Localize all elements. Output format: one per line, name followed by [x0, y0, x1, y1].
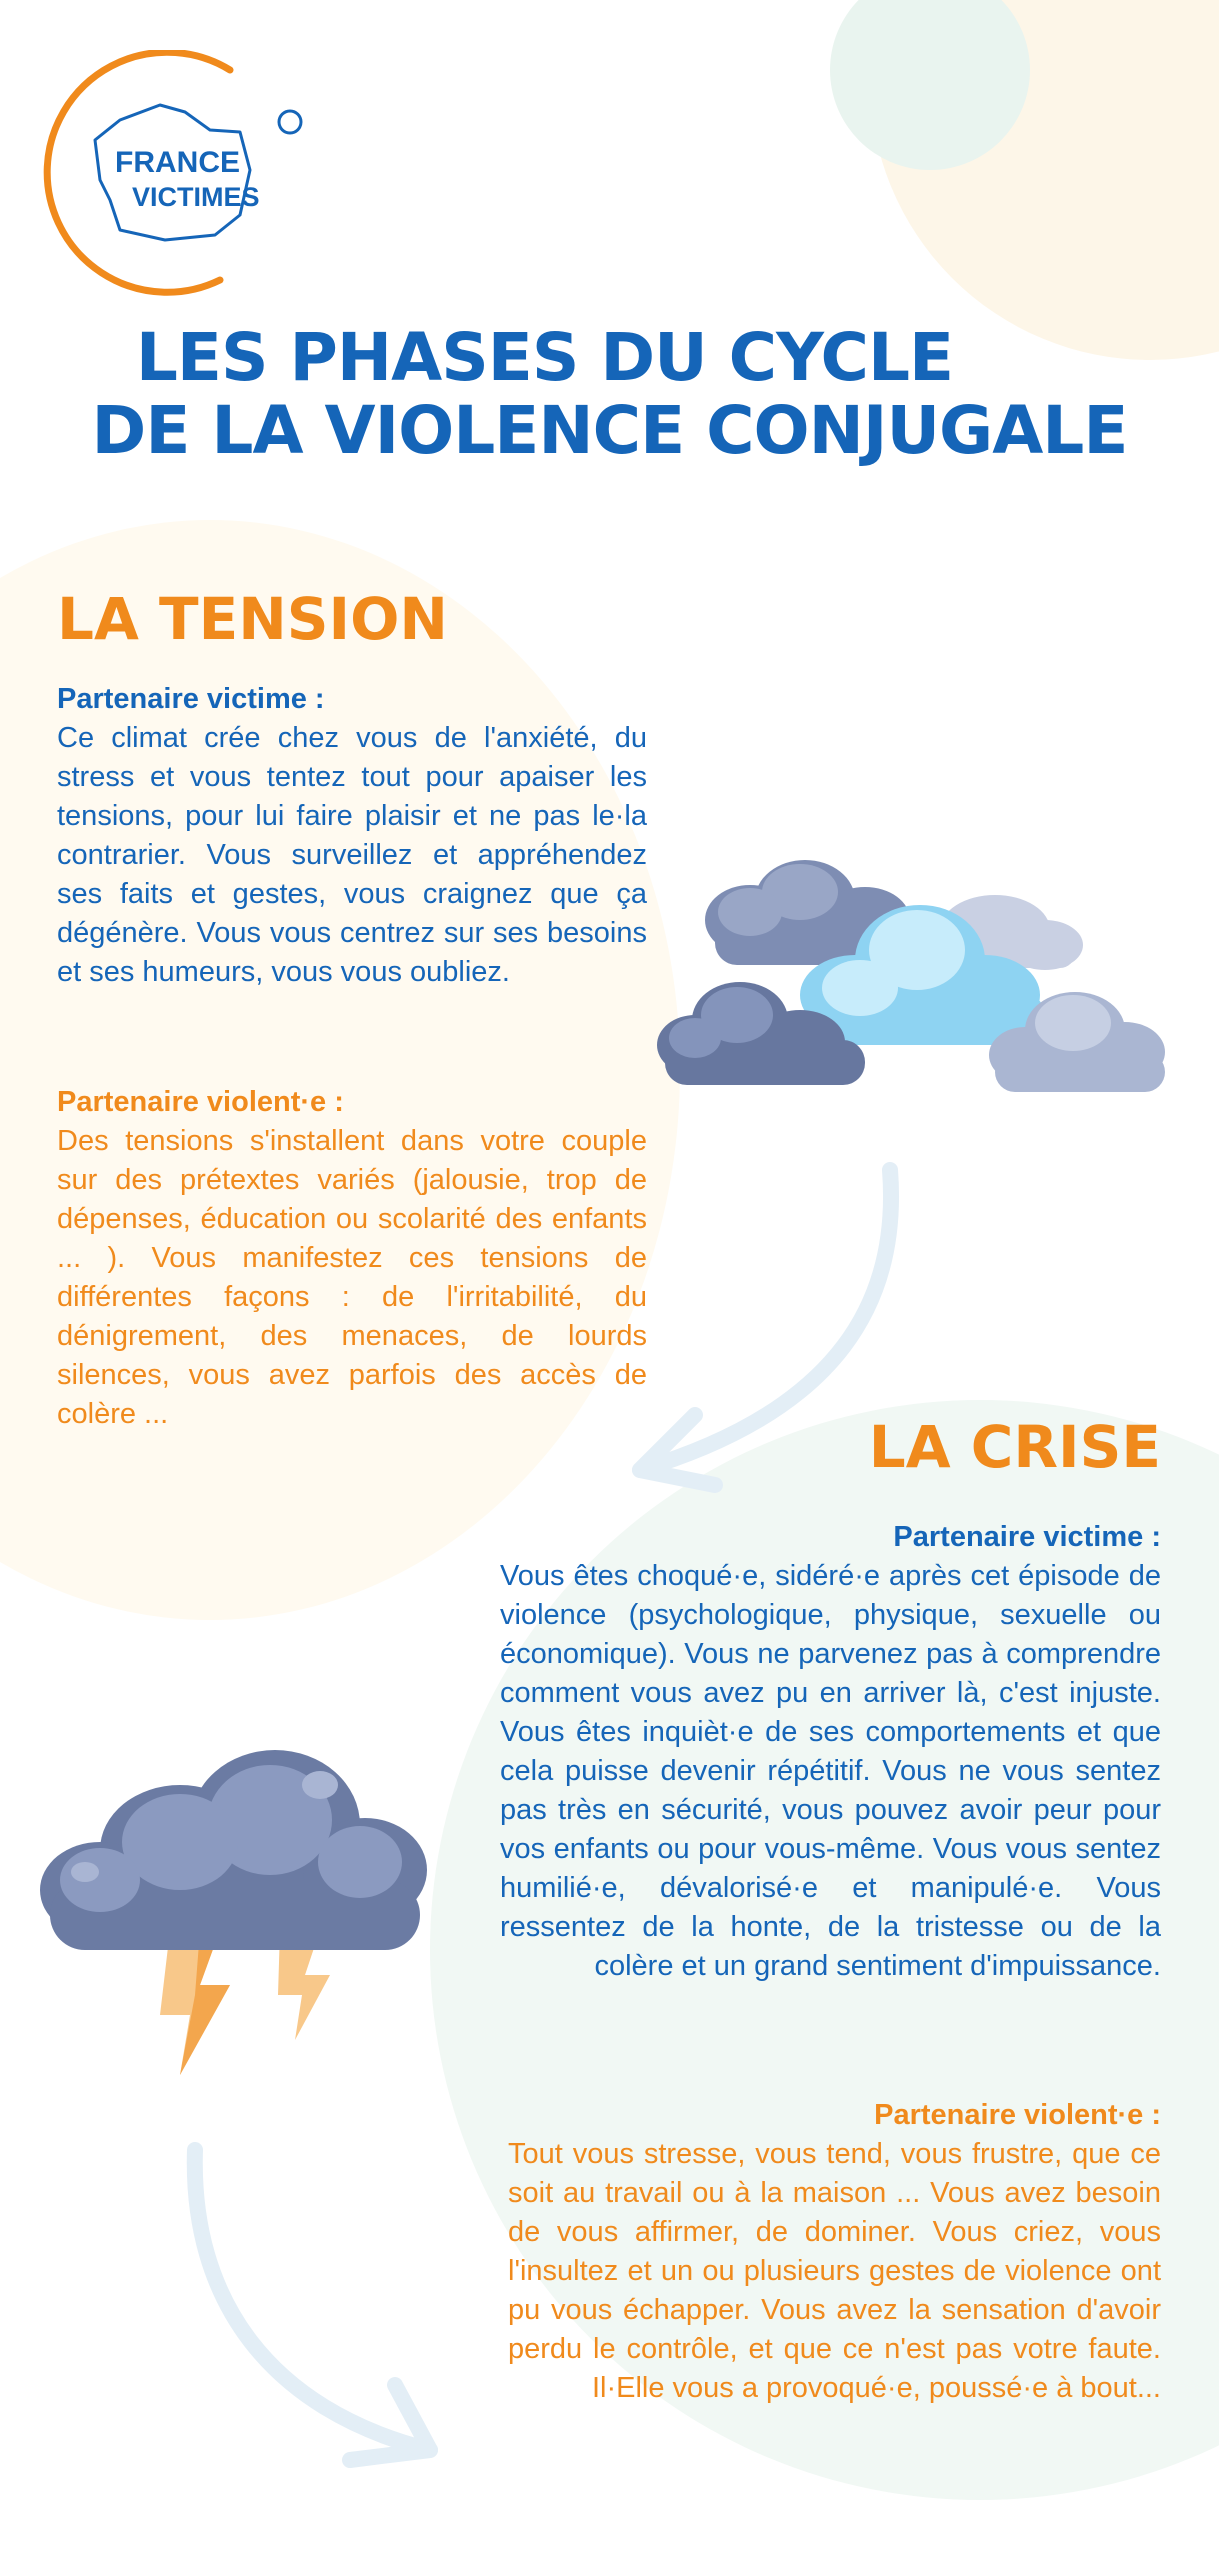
crise-violent-text: Tout vous stresse, vous tend, vous frustre, que ce soit au travail ou à la maison ... Vous avez besoin de vous affirmer, de dominer. Vous criez, vous l'insultez et un ou plusieurs gestes de violence ont pu vous échapper. Vous avez la sensation d'avoir perdu le contrôle, et que ce n'est pas votre faute. Il·Elle vous a provoqué·e, poussé·e à bout... [508, 2138, 1161, 2404]
tension-victim-block [57, 680, 647, 992]
crise-victim-label: Partenaire victime : [893, 1521, 1161, 1553]
logo-text-victimes: VICTIMES [132, 182, 260, 212]
curved-arrow-icon-2 [170, 2130, 470, 2480]
crise-violent-block [508, 2096, 1161, 2408]
logo-text-france: FRANCE [115, 146, 240, 179]
clouds-icon [655, 820, 1175, 1120]
tension-violent-label: Partenaire violent·e : [57, 1086, 344, 1118]
tension-violent-block [57, 1083, 647, 1434]
page-title-line2: DE LA VIOLENCE CONJUGALE [91, 391, 1128, 469]
tension-victim-text: Ce climat crée chez vous de l'anxiété, du stress et vous tentez tout pour apaiser les tensions, pour lui faire plaisir et ne pas le·la contrarier. Vous surveillez et appréhendez ses faits et gestes, vous craignez que ça dégénère. Vous vous centrez sur ses besoins et ses humeurs, vous vous oubliez. [57, 722, 647, 988]
france-victimes-logo [40, 50, 330, 300]
storm-cloud-icon [30, 1730, 450, 2080]
page-title-line1: LES PHASES DU CYCLE [135, 319, 954, 396]
crise-victim-block [500, 1518, 1161, 1986]
page-title [0, 319, 1219, 469]
crise-violent-label: Partenaire violent·e : [874, 2099, 1161, 2131]
tension-title: LA TENSION [57, 585, 448, 653]
crise-title: LA CRISE [868, 1413, 1161, 1481]
crise-victim-text: Vous êtes choqué·e, sidéré·e après cet épisode de violence (psychologique, physique, sexuelle ou économique). Vous ne parvenez pas à comprendre comment vous avez pu en arriver là, c'est injuste. Vous êtes inquièt·e de ses comportements et que cela puisse devenir répétitif. Vous ne vous sentez pas très en sécurité, vous pouvez avoir peur pour vos enfants ou pour vous-même. Vous vous sentez humilié·e, dévalorisé·e et manipulé·e. Vous ressentez de la honte, de la tristesse ou de la colère et un grand sentiment d'impuissance. [500, 1560, 1161, 1982]
tension-violent-text: Des tensions s'installent dans votre couple sur des prétextes variés (jalousie, trop de dépenses, éducation ou scolarité des enfants ... ). Vous manifestez ces tensions de différentes façons : de l'irritabilité, du dénigrement, des menaces, de lourds silences, vous avez parfois des accès de colère ... [57, 1125, 647, 1430]
tension-victim-label: Partenaire victime : [57, 683, 325, 715]
